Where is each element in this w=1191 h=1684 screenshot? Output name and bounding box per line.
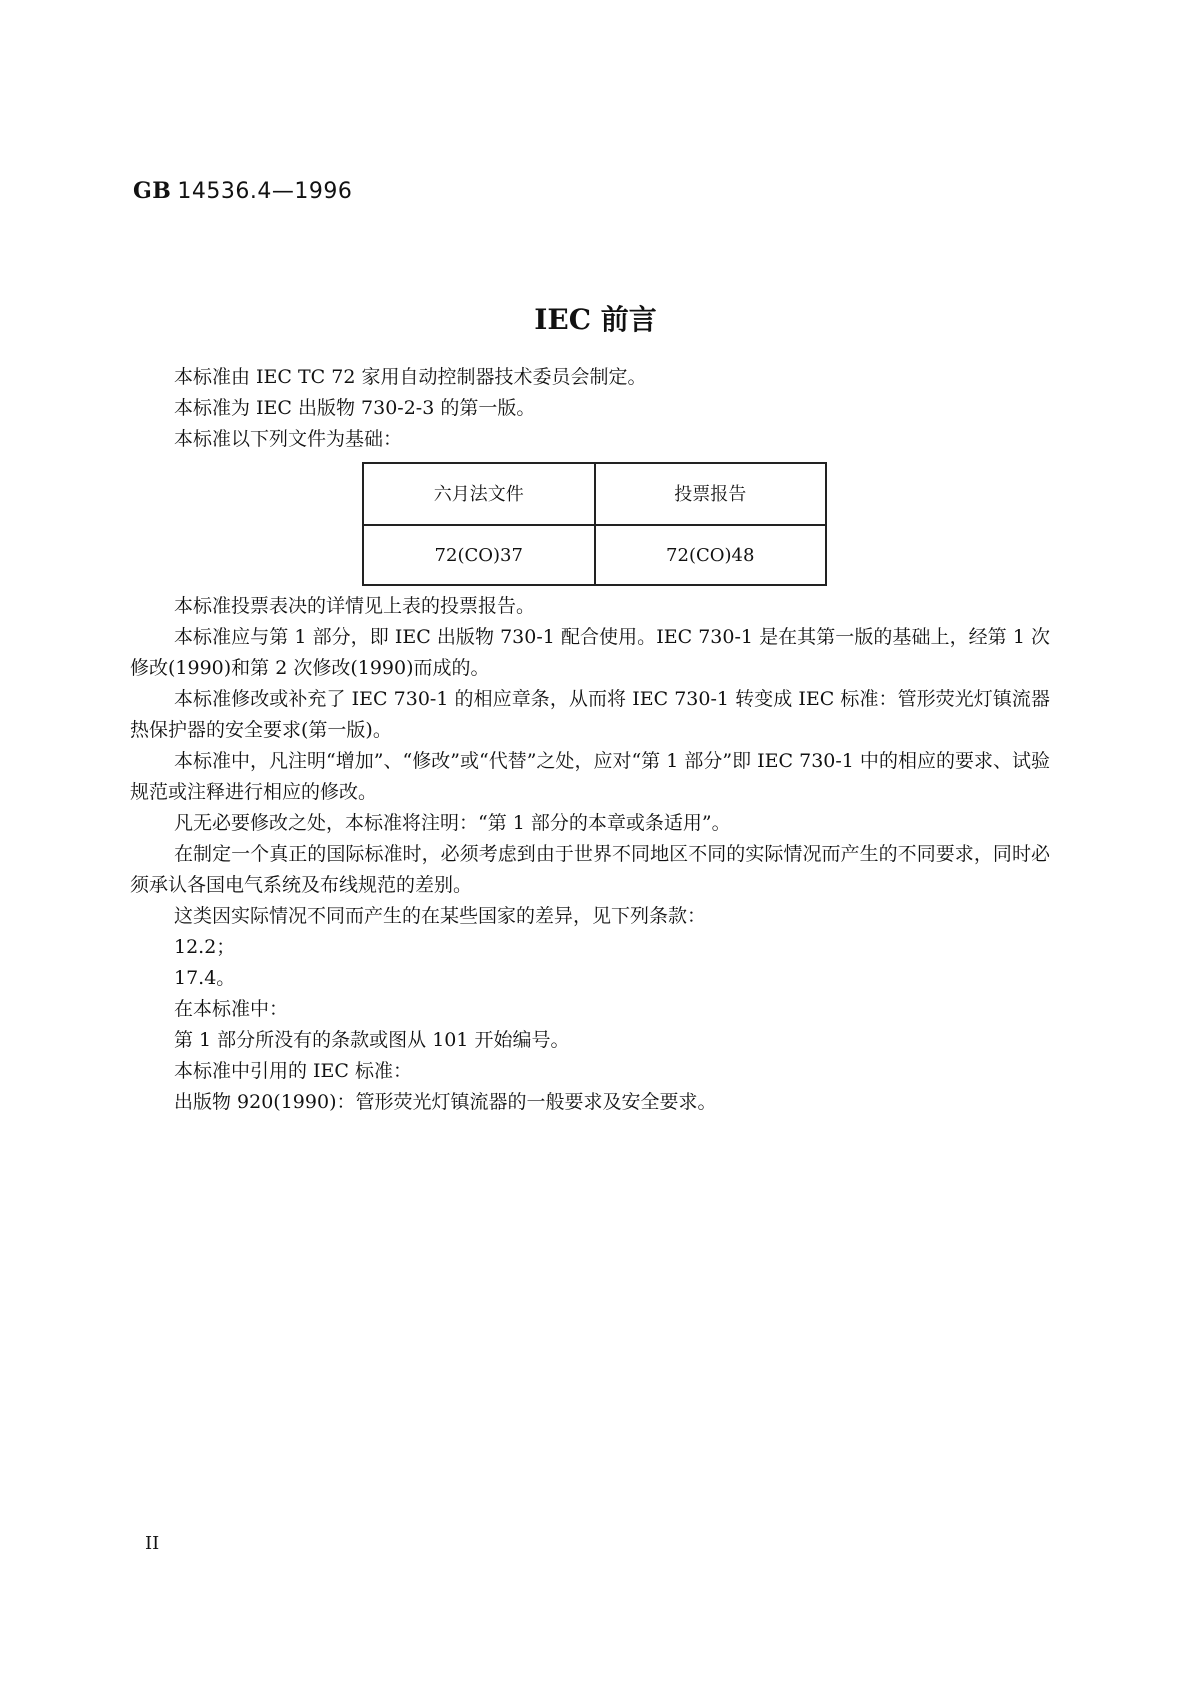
paragraph: 本标准中，凡注明“增加”、“修改”或“代替”之处，应对“第 1 部分”即 IEC 730-1 中的相应的要求、试验规范或注释进行相应的修改。: [130, 750, 1050, 803]
intro-line: 本标准以下列文件为基础：: [174, 428, 403, 450]
table-header-row: [363, 463, 826, 525]
paragraph: 本标准修改或补充了 IEC 730-1 的相应章条，从而将 IEC 730-1 转变成 IEC 标准：管形荧光灯镇流器热保护器的安全要求(第一版)。: [130, 688, 1050, 741]
document-body: [130, 362, 1050, 1118]
paragraph: 凡无必要修改之处，本标准将注明：“第 1 部分的本章或条适用”。: [174, 812, 731, 834]
intro-line: 本标准由 IEC TC 72 家用自动控制器技术委员会制定。: [174, 366, 647, 388]
table-header-cell: 投票报告: [595, 463, 827, 525]
list-line: 17.4。: [174, 967, 236, 989]
paragraph: 在制定一个真正的国际标准时，必须考虑到由于世界不同地区不同的实际情况而产生的不同要求，同时必须承认各国电气系统及布线规范的差别。: [130, 843, 1050, 896]
paragraph: 本标准应与第 1 部分，即 IEC 出版物 730-1 配合使用。IEC 730-1 是在其第一版的基础上，经第 1 次修改(1990)和第 2 次修改(1990)而成的。: [130, 626, 1050, 679]
list-line: 这类因实际情况不同而产生的在某些国家的差异，见下列条款：: [174, 905, 707, 927]
table-row: [363, 525, 826, 585]
list-line: 本标准中引用的 IEC 标准：: [174, 1060, 412, 1082]
list-line: 第 1 部分所没有的条款或图从 101 开始编号。: [174, 1029, 570, 1051]
document-header: [133, 178, 352, 204]
standard-prefix: GB: [133, 178, 172, 204]
standard-number: 14536.4—1996: [177, 179, 353, 204]
list-line: 12.2；: [174, 936, 236, 958]
table-cell: 72(CO)37: [363, 525, 595, 585]
list-line: 出版物 920(1990)：管形荧光灯镇流器的一般要求及安全要求。: [174, 1091, 717, 1113]
list-line: 在本标准中：: [174, 998, 289, 1020]
table-header-cell: 六月法文件: [363, 463, 595, 525]
table-cell: 72(CO)48: [595, 525, 827, 585]
basis-documents-table: [362, 462, 827, 586]
page-title: IEC 前言: [534, 303, 657, 336]
page-number: II: [145, 1533, 160, 1554]
intro-line: 本标准为 IEC 出版物 730-2-3 的第一版。: [174, 397, 536, 419]
paragraph: 本标准投票表决的详情见上表的投票报告。: [174, 595, 536, 617]
